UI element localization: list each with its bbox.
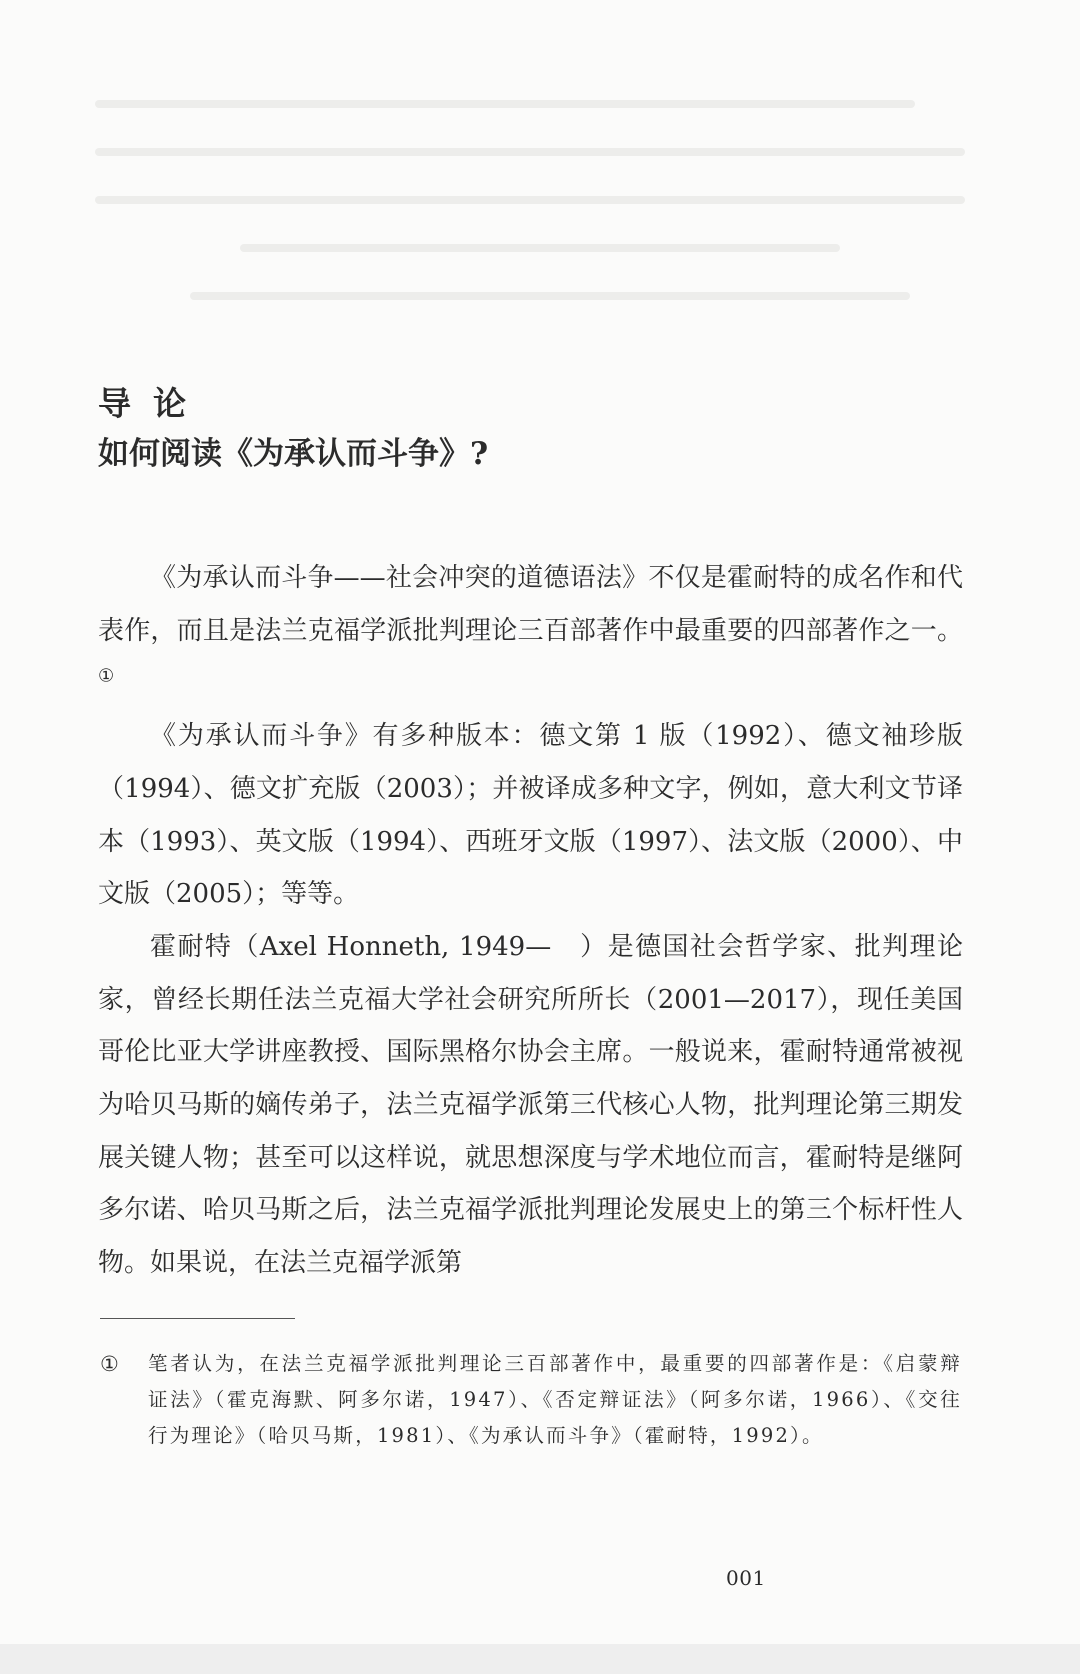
footnote-number: ①	[100, 1352, 119, 1376]
paragraph	[98, 921, 963, 1290]
chapter-title: 如何阅读《为承认而斗争》?	[98, 436, 489, 472]
paragraph-text: 《为承认而斗争——社会冲突的道德语法》不仅是霍耐特的成名作和代表作，而且是法兰克福学派批判理论三百部著作中最重要的四部著作之一。	[98, 563, 963, 646]
chapter-label: 导论	[98, 384, 208, 423]
footnote-divider	[100, 1318, 295, 1319]
footnote-reference: ①	[98, 665, 115, 687]
viewer-bottom-edge	[0, 1644, 1080, 1674]
paragraph-text: 霍耐特（Axel Honneth, 1949— ）是德国社会哲学家、批判理论家，曾经长期任法兰克福大学社会研究所所长（2001—2017），现任美国哥伦比亚大学讲座教授、国际黑格尔协会主席。一般说来，霍耐特通常被视为哈贝马斯的嫡传弟子，法兰克福学派第三代核心人物，批判理论第三期发展关键人物；甚至可以这样说，就思想深度与学术地位而言，霍耐特是继阿多尔诺、哈贝马斯之后，法兰克福学派批判理论发展史上的第三个标杆性人物。如果说，在法兰克福学派第	[98, 931, 963, 1279]
show-through-line	[95, 148, 965, 156]
paragraph	[98, 710, 963, 921]
show-through-line	[240, 244, 840, 252]
show-through-line	[95, 196, 965, 204]
page-number: 001	[726, 1566, 766, 1590]
body-text	[98, 552, 963, 1290]
footnote-text: 笔者认为，在法兰克福学派批判理论三百部著作中，最重要的四部著作是：《启蒙辩证法》（霍克海默、阿多尔诺，1947）、《否定辩证法》（阿多尔诺，1966）、《交往行为理论》（哈贝马斯，1981）、《为承认而斗争》（霍耐特，1992）。	[148, 1352, 962, 1447]
paragraph	[98, 552, 963, 710]
paragraph-text: 《为承认而斗争》有多种版本：德文第 1 版（1992）、德文袖珍版（1994）、德文扩充版（2003）；并被译成多种文字，例如，意大利文节译本（1993）、英文版（1994）、西班牙文版（1997）、法文版（2000）、中文版（2005）；等等。	[98, 721, 963, 910]
footnote	[100, 1346, 962, 1454]
show-through-line	[190, 292, 910, 300]
show-through-line	[95, 100, 915, 108]
